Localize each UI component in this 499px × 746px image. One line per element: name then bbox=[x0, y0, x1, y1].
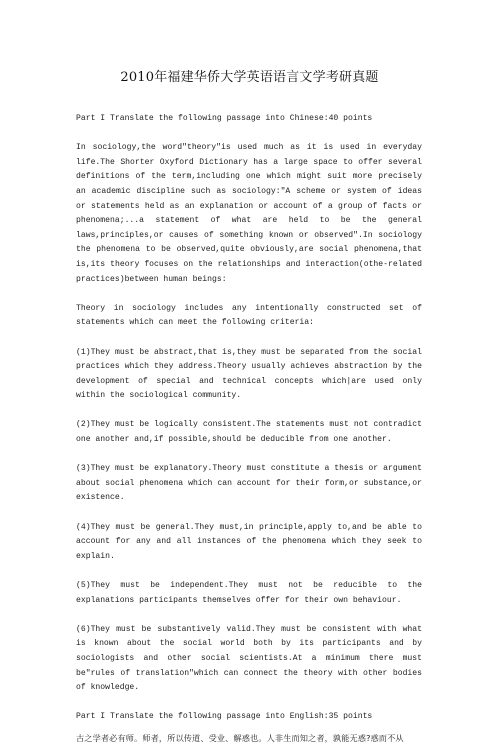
document-body bbox=[76, 112, 422, 746]
paragraph-criterion-6: (6)They must be substantively valid.They must be consistent with what is known about the social world both by its participants and by sociologists and other social scientists.At a minimum there must be"rules of translation"which can connect the theory with other bodies of knowledge. bbox=[76, 624, 422, 693]
paragraph-intro: In sociology,the word"theory"is used much as it is used in everyday life.The Shorter Oxyford Dictionary has a large space to offer several definitions of the term,including one which might suit more precisely an academic discipline such as sociology:"A scheme or system of ideas or statements held as an explanation or account of a group of facts or phenomena;...a statement of what are held to be the general laws,principles,or causes of something known or observed".In sociology the phenomena to be observed,quite obviously,are social phenomena,that is,its theory focuses on the relationships and interaction(othe-related practices)between human beings: bbox=[76, 143, 422, 284]
chinese-passage: 古之学者必有师。师者，所以传道、受业、解惑也。人非生而知之者，孰能无惑?惑而不从 bbox=[76, 732, 404, 743]
paragraph-criteria: Theory in sociology includes any intentionally constructed set of statements which can meet the following criteria: bbox=[76, 303, 422, 328]
paragraph-criterion-3: (3)They must be explanatory.Theory must constitute a thesis or argument about social phenomena which can account for their form,or substance,or existence. bbox=[76, 464, 422, 503]
section1-heading: Part I Translate the following passage into Chinese:40 points bbox=[76, 114, 373, 123]
paragraph-criterion-2: (2)They must be logically consistent.The statements must not contradict one another and,if possible,should be deducible from one another. bbox=[76, 420, 422, 445]
document-title: 2010年福建华侨大学英语语言文学考研真题 bbox=[120, 70, 379, 85]
paragraph-criterion-5: (5)They must be independent.They must not be reducible to the explanations participants themselves offer for their own behaviour. bbox=[76, 581, 422, 605]
section2-heading: Part I Translate the following passage into English:35 points bbox=[76, 712, 373, 722]
paragraph-criterion-4: (4)They must be general.They must,in principle,apply to,and be able to account for any and all instances of the phenomena which they seek to explain. bbox=[76, 522, 422, 561]
paragraph-criterion-1: (1)They must be abstract,that is,they must be separated from the social practices which they address.Theory usually achieves abstraction by the development of special and technical concepts which|are used only within the sociological community. bbox=[76, 347, 422, 401]
